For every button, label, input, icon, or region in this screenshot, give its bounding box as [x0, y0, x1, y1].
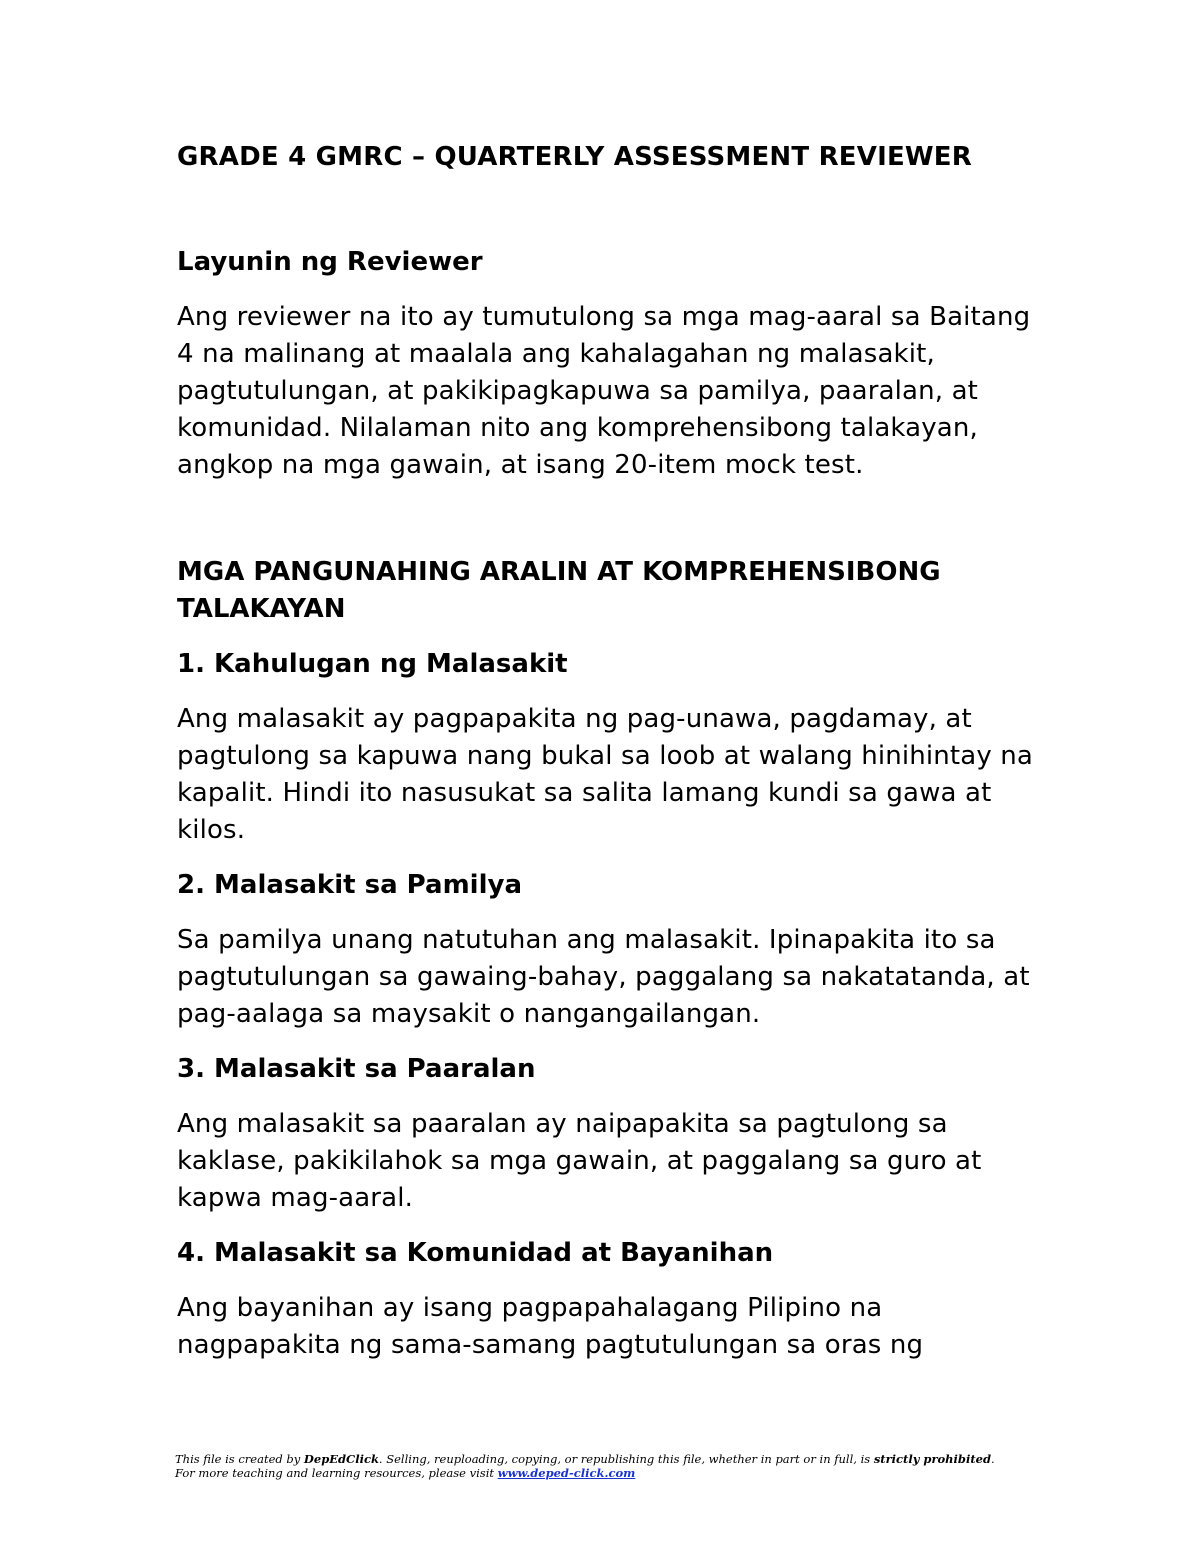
footer-strong: strictly prohibited [873, 1452, 991, 1466]
footer-middle: . Selling, reuploading, copying, or republishing this file, whether in part or in full, is [378, 1452, 874, 1466]
objective-heading: Layunin ng Reviewer [177, 247, 483, 277]
footer-suffix: . [991, 1452, 995, 1466]
lesson-1-text: Ang malasakit ay pagpapakita ng pag-unawa, pagdamay, at pagtulong sa kapuwa nang bukal sa loob at walang hinihintay na kapalit. Hindi ito nasusukat sa salita lamang kundi sa gawa at kilos. [177, 704, 1033, 845]
lesson-3-text: Ang malasakit sa paaralan ay naipapakita sa pagtulong sa kaklase, pakikilahok sa mga gawain, at paggalang sa guro at kapwa mag-aaral. [177, 1109, 982, 1213]
lesson-2-text: Sa pamilya unang natutuhan ang malasakit. Ipinapakita ito sa pagtutulungan sa gawaing-bahay, paggalang sa nakatatanda, at pag-aalaga sa maysakit o nangangailangan. [177, 925, 1030, 1029]
footer-brand: DepEdClick [303, 1452, 379, 1466]
section-heading: MGA PANGUNAHING ARALIN AT KOMPREHENSIBONG TALAKAYAN [177, 557, 941, 624]
lesson-4-heading: 4. Malasakit sa Komunidad at Bayanihan [177, 1238, 774, 1268]
footer-line-1 [175, 1452, 1075, 1466]
footer-prefix: This file is created by [175, 1452, 304, 1466]
footer-line-2 [175, 1466, 1075, 1480]
section-spacer [177, 502, 1037, 554]
lesson-4-text: Ang bayanihan ay isang pagpapahalagang Pilipino na nagpapakita ng sama-samang pagtutulungan sa oras ng [177, 1293, 924, 1360]
document-title: GRADE 4 GMRC – QUARTERLY ASSESSMENT REVIEWER [177, 142, 972, 172]
footer-website-link[interactable]: www.deped-click.com [497, 1466, 636, 1480]
document-content [177, 138, 1037, 1382]
footer-visit-text: For more teaching and learning resources, please visit [175, 1466, 498, 1480]
lesson-2-heading: 2. Malasakit sa Pamilya [177, 870, 522, 900]
page-footer [175, 1452, 1075, 1480]
lesson-3-heading: 3. Malasakit sa Paaralan [177, 1054, 536, 1084]
lesson-1-heading: 1. Kahulugan ng Malasakit [177, 649, 568, 679]
objective-text: Ang reviewer na ito ay tumutulong sa mga mag-aaral sa Baitang 4 na malinang at maalala ang kahalagahan ng malasakit, pagtutulungan, at pakikipagkapuwa sa pamilya, paaralan, at komunidad. Nilalaman nito ang komprehensibong talakayan, angkop na mga gawain, at isang 20-item mock test. [177, 302, 1031, 480]
